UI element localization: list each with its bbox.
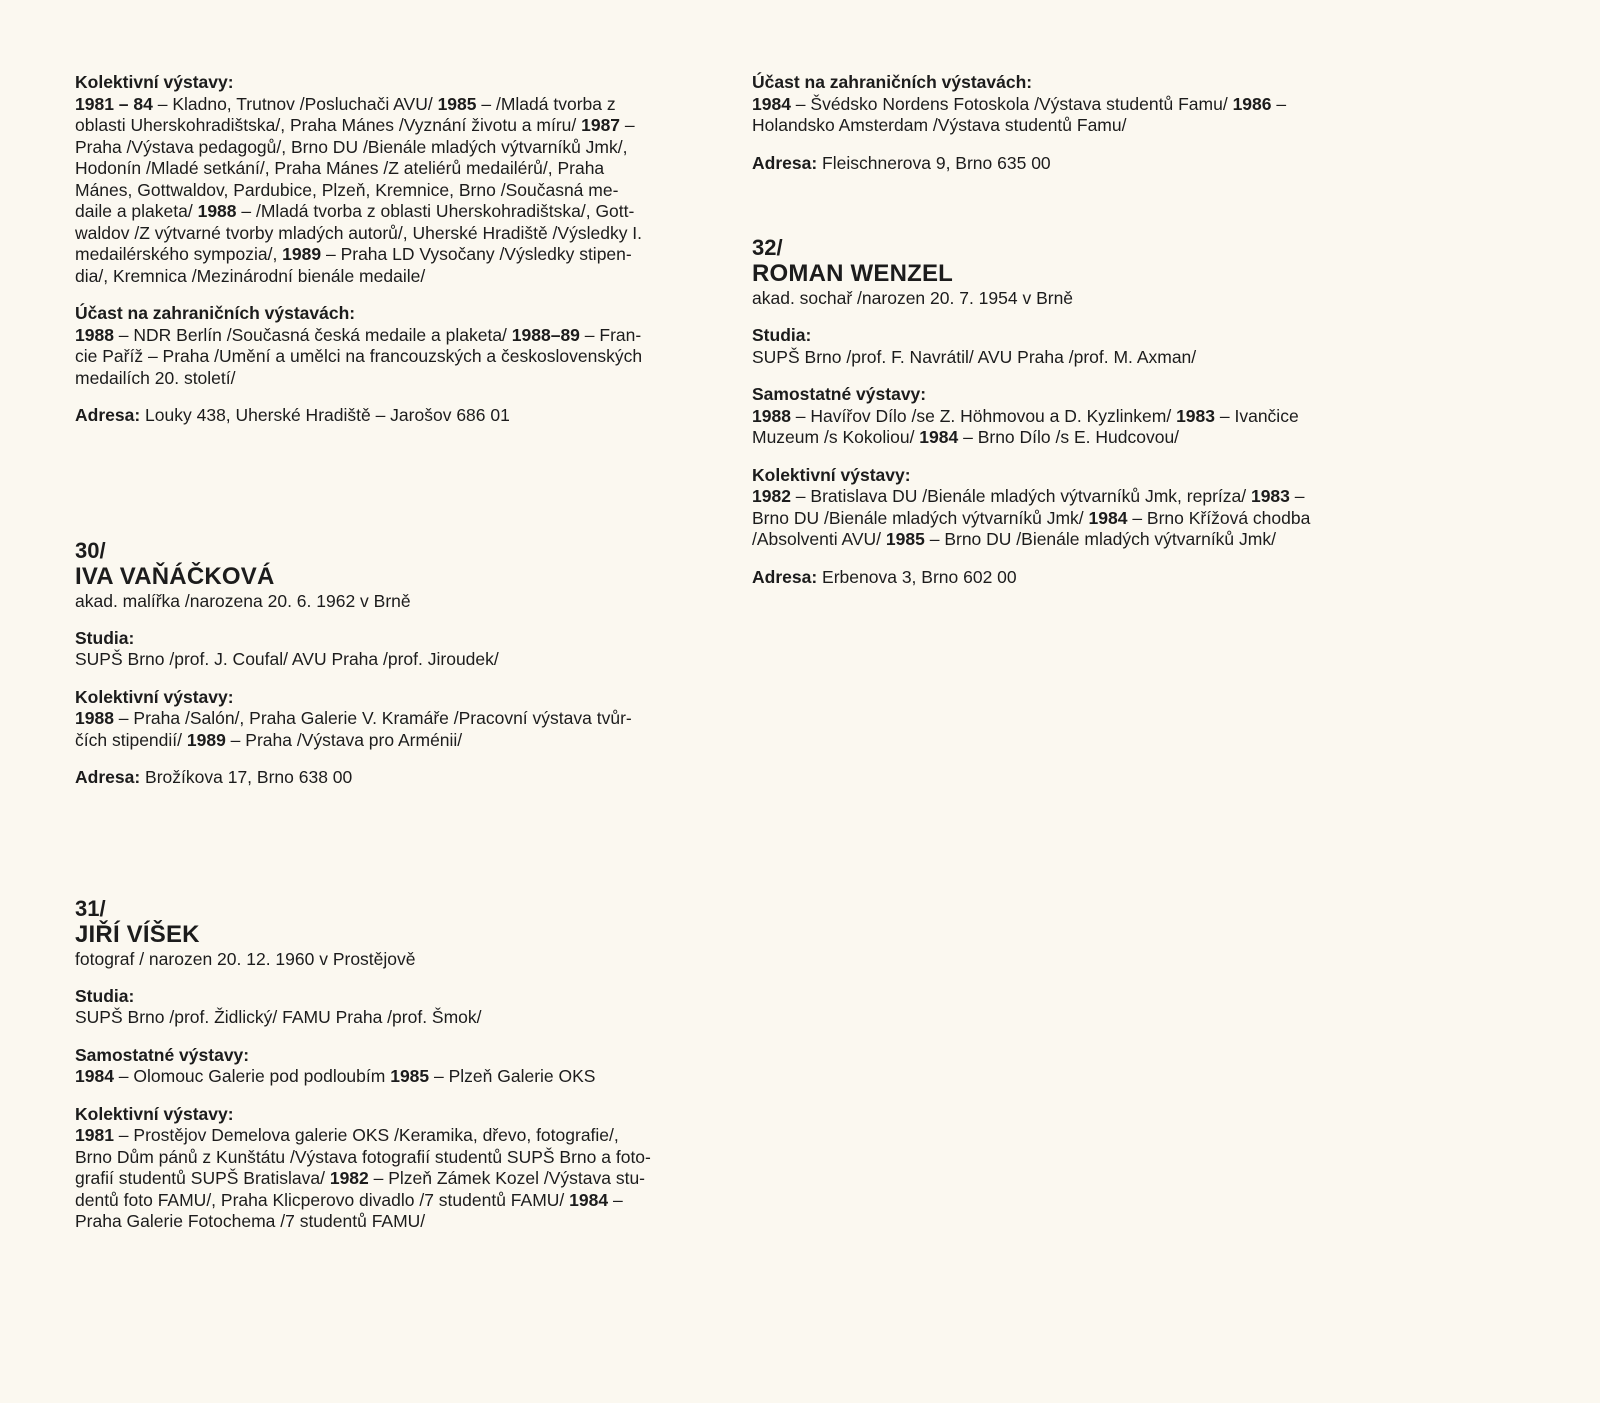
- address-label: Adresa:: [75, 405, 141, 425]
- left-column: [75, 72, 720, 1233]
- section-line: Mánes, Gottwaldov, Pardubice, Plzeň, Kremnice, Brno /Současná me-: [75, 179, 619, 200]
- section-line: daile a plaketa/ 1988 – /Mladá tvorba z oblasti Uherskohradištska/, Gott-: [75, 201, 635, 221]
- studies-section: [75, 986, 720, 1029]
- section-title: Účast na zahraničních výstavách:: [75, 303, 356, 323]
- section-line: 1982 – Bratislava DU /Bienále mladých výtvarníků Jmk, repríza/ 1983 –: [752, 486, 1305, 506]
- address-line: [752, 567, 1407, 589]
- section-line: čích stipendií/ 1989 – Praha /Výstava pro Arménii/: [75, 729, 463, 750]
- entry-number: 32/: [752, 235, 783, 260]
- section-line: 1988 – Praha /Salón/, Praha Galerie V. Kramáře /Pracovní výstava tvůr-: [75, 708, 632, 728]
- section-line: 1981 – 84 – Kladno, Trutnov /Posluchači AVU/ 1985 – /Mladá tvorba z: [75, 93, 616, 114]
- solo-exhibitions-section: [752, 384, 1407, 449]
- section-title: Studia:: [75, 627, 135, 648]
- section-title: Kolektivní výstavy:: [75, 72, 234, 92]
- address-value: Louky 438, Uherské Hradiště – Jarošov 686 01: [145, 405, 510, 425]
- section-line: 1988 – NDR Berlín /Současná česká medaile a plaketa/ 1988–89 – Fran-: [75, 324, 642, 345]
- entry-name: JIŘÍ VÍŠEK: [75, 920, 200, 948]
- entry-subtitle: fotograf / narozen 20. 12. 1960 v Prostějově: [75, 948, 416, 969]
- address-line: [752, 153, 1407, 175]
- studies-section: [752, 325, 1407, 368]
- section-line: cie Paříž – Praha /Umění a umělci na francouzských a československých: [75, 346, 643, 366]
- section-title: Samostatné výstavy:: [752, 384, 927, 404]
- section-title: Studia:: [75, 985, 135, 1006]
- collective-exhibitions-section: [752, 465, 1407, 551]
- section-line: Hodonín /Mladé setkání/, Praha Mánes /Z ateliérů medailérů/, Praha: [75, 158, 605, 178]
- section-line: waldov /Z výtvarné tvorby mladých autorů/, Uherské Hradiště /Výsledky I.: [75, 222, 643, 243]
- section-line: Praha /Výstava pedagogů/, Brno DU /Bienále mladých výtvarníků Jmk/,: [75, 136, 628, 157]
- entry-32: [752, 236, 1407, 588]
- section-line: /Absolventi AVU/ 1985 – Brno DU /Bienále mladých výtvarníků Jmk/: [752, 529, 1276, 549]
- section-line: 1984 – Olomouc Galerie pod podloubím 1985 – Plzeň Galerie OKS: [75, 1066, 596, 1086]
- studies-section: [75, 628, 720, 671]
- section-line: dia/, Kremnica /Mezinárodní bienále medaile/: [75, 265, 426, 286]
- entry-30: [75, 539, 720, 789]
- right-column: [752, 72, 1407, 588]
- entry-31: [75, 897, 720, 1233]
- section-title: Kolektivní výstavy:: [75, 686, 234, 707]
- address-line: [75, 767, 720, 789]
- section-line: Holandsko Amsterdam /Výstava studentů Famu/: [752, 115, 1127, 135]
- entry-subtitle: akad. malířka /narozena 20. 6. 1962 v Brně: [75, 590, 411, 611]
- section-title: Studia:: [752, 325, 812, 345]
- section-line: dentů foto FAMU/, Praha Klicperovo divadlo /7 studentů FAMU/ 1984 –: [75, 1189, 623, 1210]
- address-label: Adresa:: [75, 767, 141, 787]
- section-line: SUPŠ Brno /prof. Židlický/ FAMU Praha /prof. Šmok/: [75, 1007, 482, 1027]
- section-line: Brno DU /Bienále mladých výtvarníků Jmk/ 1984 – Brno Křížová chodba: [752, 507, 1311, 528]
- collective-exhibitions-section: [75, 72, 720, 287]
- address-label: Adresa:: [752, 152, 818, 173]
- section-line: oblasti Uherskohradištska/, Praha Mánes /Vyznání životu a míru/ 1987 –: [75, 115, 635, 135]
- address-value: Fleischnerova 9, Brno 635 00: [822, 152, 1051, 173]
- section-line: 1984 – Švédsko Nordens Fotoskola /Výstava studentů Famu/ 1986 –: [752, 93, 1287, 114]
- entry-number: 30/: [75, 537, 106, 563]
- section-line: Praha Galerie Fotochema /7 studentů FAMU/: [75, 1211, 426, 1231]
- foreign-exhibitions-section: [752, 72, 1407, 137]
- section-title: Účast na zahraničních výstavách:: [752, 72, 1033, 92]
- address-value: Erbenova 3, Brno 602 00: [822, 566, 1017, 587]
- section-title: Kolektivní výstavy:: [75, 1103, 234, 1124]
- foreign-exhibitions-section: [75, 303, 720, 389]
- entry-name: IVA VAŇÁČKOVÁ: [75, 562, 275, 590]
- section-line: grafií studentů SUPŠ Bratislava/ 1982 – Plzeň Zámek Kozel /Výstava stu-: [75, 1168, 646, 1188]
- section-line: medailérského sympozia/, 1989 – Praha LD Vysočany /Výsledky stipen-: [75, 244, 632, 264]
- entry-subtitle: akad. sochař /narozen 20. 7. 1954 v Brně: [752, 288, 1074, 308]
- address-value: Brožíkova 17, Brno 638 00: [145, 767, 353, 787]
- section-line: medailích 20. století/: [75, 367, 236, 388]
- solo-exhibitions-section: [75, 1045, 720, 1088]
- section-line: Brno Dům pánů z Kunštátu /Výstava fotografií studentů SUPŠ Brno a foto-: [75, 1146, 651, 1167]
- section-line: Muzeum /s Kokoliou/ 1984 – Brno Dílo /s E. Hudcovou/: [752, 427, 1180, 447]
- section-title: Samostatné výstavy:: [75, 1044, 250, 1065]
- section-line: SUPŠ Brno /prof. J. Coufal/ AVU Praha /prof. Jiroudek/: [75, 649, 499, 669]
- section-line: 1981 – Prostějov Demelova galerie OKS /Keramika, dřevo, fotografie/,: [75, 1125, 619, 1145]
- collective-exhibitions-section: [75, 687, 720, 752]
- section-title: Kolektivní výstavy:: [752, 464, 911, 485]
- collective-exhibitions-section: [75, 1104, 720, 1233]
- section-line: SUPŠ Brno /prof. F. Navrátil/ AVU Praha /prof. M. Axman/: [752, 346, 1197, 367]
- section-line: 1988 – Havířov Dílo /se Z. Höhmovou a D. Kyzlinkem/ 1983 – Ivančice: [752, 405, 1299, 426]
- entry-name: ROMAN WENZEL: [752, 260, 954, 287]
- address-line: [75, 405, 720, 427]
- entry-number: 31/: [75, 895, 106, 921]
- address-label: Adresa:: [752, 566, 818, 587]
